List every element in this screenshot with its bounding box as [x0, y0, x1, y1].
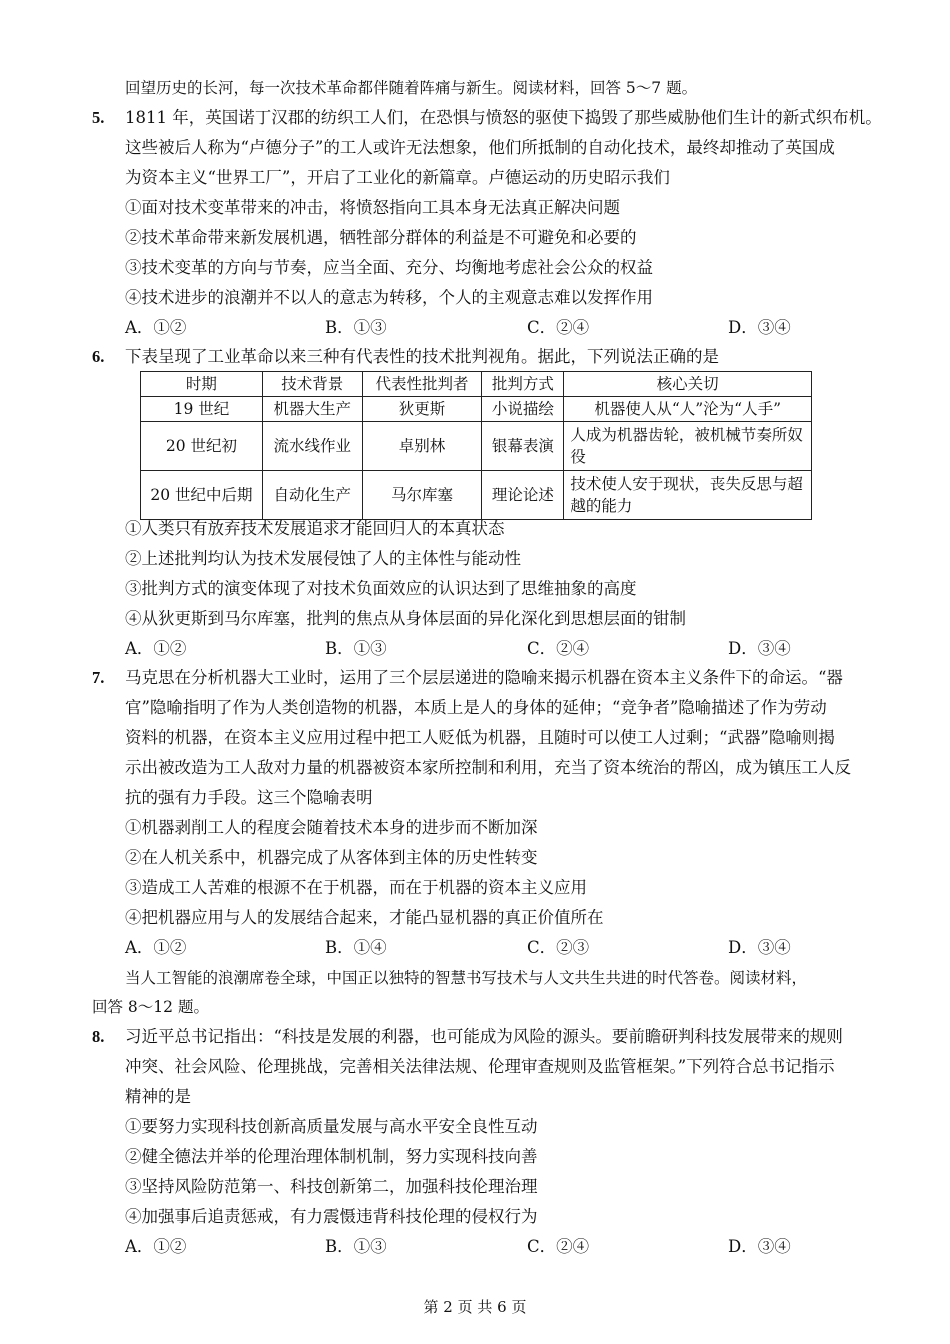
question-number-8: 8. [92, 1027, 105, 1046]
table-cell: 人成为机器齿轮，被机械节奏所奴役 [564, 422, 812, 471]
table-cell: 狄更斯 [362, 397, 482, 422]
q6-statement-3: ③批判方式的演变体现了对技术负面效应的认识达到了思维抽象的高度 [125, 579, 637, 598]
section-intro-8-12-cont: 回答 8～12 题。 [92, 998, 209, 1016]
table-header-cell: 代表性批判者 [362, 372, 482, 397]
q6-statement-2: ②上述批判均认为技术发展侵蚀了人的主体性与能动性 [125, 549, 521, 568]
q7-stem-line: 抗的强有力手段。这三个隐喻表明 [125, 788, 373, 807]
q8-option-b[interactable]: B．①③ [325, 1237, 387, 1256]
section-intro-5-7: 回望历史的长河，每一次技术革命都伴随着阵痛与新生。阅读材料，回答 5～7 题。 [125, 79, 698, 97]
q7-statement-3: ③造成工人苦难的根源不在于机器，而在于机器的资本主义应用 [125, 878, 587, 897]
q6-statement-4: ④从狄更斯到马尔库塞，批判的焦点从身体层面的异化深化到思想层面的钳制 [125, 609, 686, 628]
q5-statement-3: ③技术变革的方向与节奏，应当全面、充分、均衡地考虑社会公众的权益 [125, 258, 653, 277]
q7-option-d[interactable]: D．③④ [728, 938, 791, 957]
table-header-cell: 批判方式 [482, 372, 564, 397]
table-header-cell: 技术背景 [262, 372, 362, 397]
q7-stem-line: 示出被改造为工人敌对力量的机器被资本家所控制和利用，充当了资本统治的帮凶，成为镇压工人反 [125, 758, 851, 777]
table-cell: 20 世纪中后期 [141, 471, 263, 520]
table-cell: 19 世纪 [141, 397, 263, 422]
q7-option-c[interactable]: C．②③ [527, 938, 590, 957]
table-cell: 理论论述 [482, 471, 564, 520]
q8-statement-4: ④加强事后追责惩戒，有力震慑违背科技伦理的侵权行为 [125, 1207, 538, 1226]
q6-option-a[interactable]: A．①② [125, 639, 187, 658]
q6-statement-1: ①人类只有放弃技术发展追求才能回归人的本真状态 [125, 519, 505, 538]
table-cell: 小说描绘 [482, 397, 564, 422]
q8-option-c[interactable]: C．②④ [527, 1237, 590, 1256]
question-number-6: 6. [92, 347, 105, 366]
q8-statement-3: ③坚持风险防范第一、科技创新第二，加强科技伦理治理 [125, 1177, 538, 1196]
q6-option-b[interactable]: B．①③ [325, 639, 387, 658]
q7-stem-line: 马克思在分析机器大工业时，运用了三个层层递进的隐喻来揭示机器在资本主义条件下的命运。“器 [125, 668, 843, 687]
question-number-5: 5. [92, 108, 105, 127]
table-cell: 机器使人从“人”沦为“人手” [564, 397, 812, 422]
q7-statement-4: ④把机器应用与人的发展结合起来，才能凸显机器的真正价值所在 [125, 908, 604, 927]
q6-option-c[interactable]: C．②④ [527, 639, 590, 658]
q5-option-d[interactable]: D．③④ [728, 318, 791, 337]
q7-option-b[interactable]: B．①④ [325, 938, 387, 957]
q5-option-c[interactable]: C．②④ [527, 318, 590, 337]
table-row [141, 422, 812, 471]
q8-stem-line: 精神的是 [125, 1087, 191, 1106]
table-header-cell: 时期 [141, 372, 263, 397]
q5-statement-2: ②技术革命带来新发展机遇，牺牲部分群体的利益是不可避免和必要的 [125, 228, 637, 247]
q7-stem-line: 官”隐喻指明了作为人类创造物的机器，本质上是人的身体的延伸；“竞争者”隐喻描述了作为劳动 [125, 698, 827, 717]
q5-option-b[interactable]: B．①③ [325, 318, 387, 337]
table-row [141, 471, 812, 520]
table-cell: 自动化生产 [262, 471, 362, 520]
question-number-7: 7. [92, 668, 105, 687]
q8-statement-2: ②健全德法并举的伦理治理体制机制，努力实现科技向善 [125, 1147, 538, 1166]
q7-statement-2: ②在人机关系中，机器完成了从客体到主体的历史性转变 [125, 848, 538, 867]
q7-stem-line: 资料的机器，在资本主义应用过程中把工人贬低为机器，且随时可以使工人过剩；“武器”隐喻则揭 [125, 728, 835, 747]
table-cell: 马尔库塞 [362, 471, 482, 520]
q7-option-a[interactable]: A．①② [125, 938, 187, 957]
q6-option-d[interactable]: D．③④ [728, 639, 791, 658]
q5-statement-1: ①面对技术变革带来的冲击，将愤怒指向工具本身无法真正解决问题 [125, 198, 620, 217]
q8-stem-line: 习近平总书记指出：“科技是发展的利器，也可能成为风险的源头。要前瞻研判科技发展带来的规则 [125, 1027, 843, 1046]
table-cell: 银幕表演 [482, 422, 564, 471]
q6-stem: 下表呈现了工业革命以来三种有代表性的技术批判视角。据此，下列说法正确的是 [125, 347, 719, 366]
q5-stem-line: 为资本主义“世界工厂”，开启了工业化的新篇章。卢德运动的历史昭示我们 [125, 168, 670, 187]
q5-stem-line: 1811 年，英国诺丁汉郡的纺织工人们，在恐惧与愤怒的驱使下捣毁了那些威胁他们生计的新式织布机。 [125, 108, 882, 127]
technology-critique-table [140, 371, 812, 520]
q5-option-a[interactable]: A．①② [125, 318, 187, 337]
section-intro-8-12: 当人工智能的浪潮席卷全球，中国正以独特的智慧书写技术与人文共生共进的时代答卷。阅读材料， [125, 969, 808, 987]
table-cell: 卓别林 [362, 422, 482, 471]
q8-option-d[interactable]: D．③④ [728, 1237, 791, 1256]
table-cell: 流水线作业 [262, 422, 362, 471]
q8-statement-1: ①要努力实现科技创新高质量发展与高水平安全良性互动 [125, 1117, 538, 1136]
table-cell: 机器大生产 [262, 397, 362, 422]
table-header-row [141, 372, 812, 397]
q5-statement-4: ④技术进步的浪潮并不以人的意志为转移，个人的主观意志难以发挥作用 [125, 288, 653, 307]
table-cell: 技术使人安于现状，丧失反思与超越的能力 [564, 471, 812, 520]
q5-stem-line: 这些被后人称为“卢德分子”的工人或许无法想象，他们所抵制的自动化技术，最终却推动了英国成 [125, 138, 835, 157]
table-header-cell: 核心关切 [564, 372, 812, 397]
q8-option-a[interactable]: A．①② [125, 1237, 187, 1256]
page-footer: 第 2 页 共 6 页 [423, 1298, 527, 1316]
q7-statement-1: ①机器剥削工人的程度会随着技术本身的进步而不断加深 [125, 818, 538, 837]
q8-stem-line: 冲突、社会风险、伦理挑战，完善相关法律法规、伦理审查规则及监管框架。”下列符合总书记指示 [125, 1057, 835, 1076]
table-row [141, 397, 812, 422]
table-cell: 20 世纪初 [141, 422, 263, 471]
